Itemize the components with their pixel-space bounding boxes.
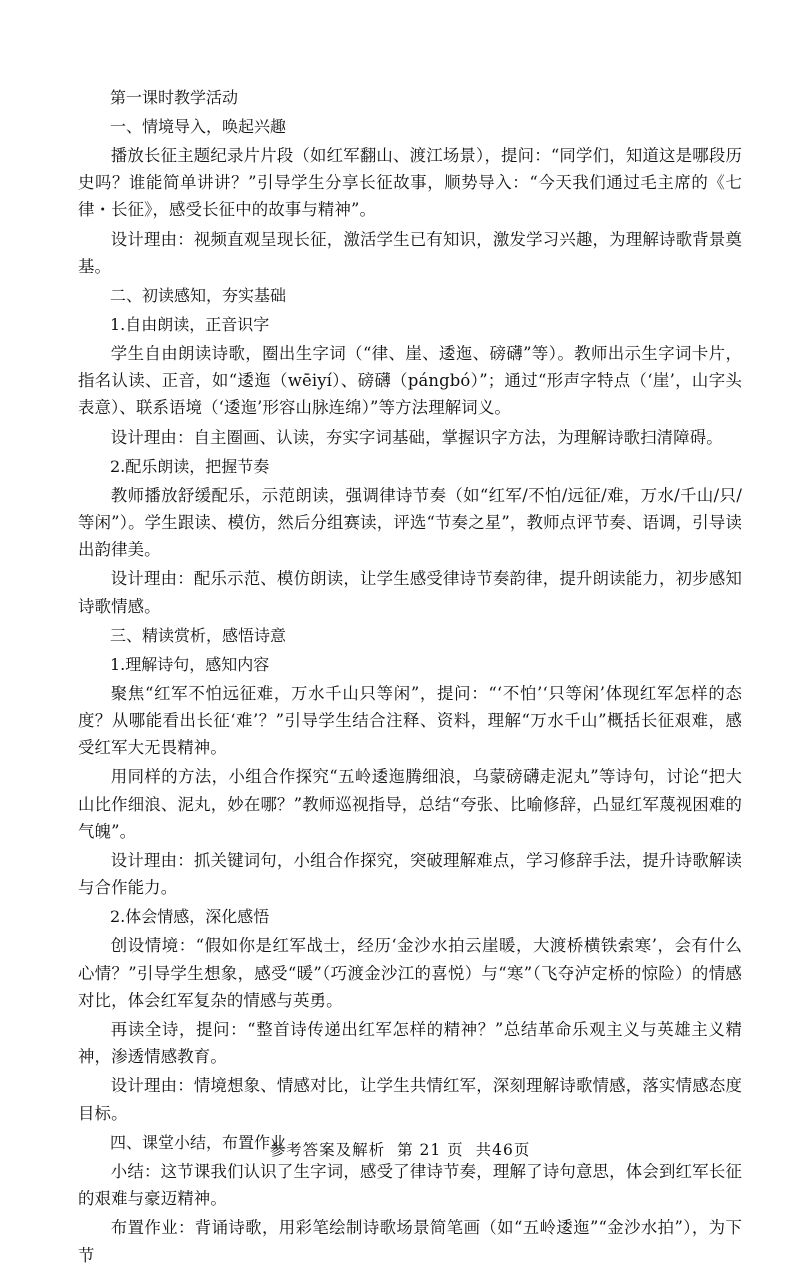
footer-total-pages: 共46页 (475, 1141, 531, 1159)
subsection-heading: 1.理解诗句，感知内容 (110, 654, 270, 674)
page-footer (0, 1138, 800, 1160)
paragraph: 创设情境：“假如你是红军战士，经历‘金沙水拍云崖暖，大渡桥横铁索寒’，会有什么心情？”引导学生想象，感受“暖”（巧渡金沙江的喜悦）与“寒”（飞夺泸定桥的惊险）的情感对比，体会红军复杂的情感与英勇。 (78, 936, 742, 1010)
subsection-heading: 1.自由朗读，正音识字 (110, 315, 270, 335)
paragraph: 再读全诗，提问：“整首诗传递出红军怎样的精神？”总结革命乐观主义与英雄主义精神，渗透情感教育。 (78, 1020, 742, 1067)
design-reason-paragraph: 设计理由：自主圈画、认读，夯实字词基础，掌握识字方法，为理解诗歌扫清障碍。 (110, 427, 723, 447)
footer-page-number: 第 21 页 (397, 1141, 464, 1159)
paragraph: 小结：这节课我们认识了生字词，感受了律诗节奏，理解了诗句意思，体会到红军长征的艰难与豪迈精神。 (78, 1161, 742, 1209)
subsection-heading: 2.配乐朗读，把握节奏 (110, 456, 270, 476)
design-reason-paragraph: 设计理由：抓关键词句，小组合作探究，突破理解难点，学习修辞手法，提升诗歌解读与合作能力。 (78, 851, 742, 898)
subsection-heading: 2.体会情感，深化感悟 (110, 907, 270, 927)
paragraph: 布置作业：背诵诗歌，用彩笔绘制诗歌场景简笔画（如“五岭逶迤”“金沙水拍”），为下节 (78, 1218, 742, 1265)
paragraph: 用同样的方法，小组合作探究“五岭逶迤腾细浪，乌蒙磅礴走泥丸”等诗句，讨论“把大山比作细浪、泥丸，妙在哪？”教师巡视指导，总结“夸张、比喻修辞，凸显红军蔑视困难的气魄”。 (78, 767, 742, 841)
page-content (78, 84, 742, 1271)
design-reason-paragraph: 设计理由：情境想象、情感对比，让学生共情红军，深刻理解诗歌情感，落实情感态度目标。 (78, 1076, 742, 1123)
section-heading-2: 二、初读感知，夯实基础 (110, 286, 287, 306)
paragraph: 聚焦“红军不怕远征难，万水千山只等闲”，提问：“‘不怕’‘只等闲’体现红军怎样的态度？从哪能看出长征‘难’？”引导学生结合注释、资料，理解“万水千山”概括长征艰难，感受红军大无畏精神。 (78, 683, 742, 758)
paragraph: 学生自由朗读诗歌，圈出生字词（“律、崖、逶迤、磅礴”等）。教师出示生字词卡片，指名认读、正音，如“逶迤（wēiyí）、磅礴（pángbó）”；通过“形声字特点（‘崖’，山字头表意）、联系语境（‘逶迤’形容山脉连绵）”等方法理解词义。 (78, 344, 742, 418)
design-reason-paragraph: 设计理由：配乐示范、模仿朗读，让学生感受律诗节奏韵律，提升朗读能力，初步感知诗歌情感。 (78, 569, 742, 616)
section-heading-3: 三、精读赏析，感悟诗意 (110, 625, 287, 645)
paragraph: 教师播放舒缓配乐，示范朗读，强调律诗节奏（如“红军/不怕/远征/难，万水/千山/只/等闲”）。学生跟读、模仿，然后分组赛读，评选“节奏之星”，教师点评节奏、语调，引导读出韵律美。 (78, 485, 742, 560)
paragraph: 播放长征主题纪录片片段（如红军翻山、渡江场景），提问：“同学们，知道这是哪段历史吗？谁能简单讲讲？”引导学生分享长征故事，顺势导入：“今天我们通过毛主席的《七律・长征》，感受长征中的故事与精神”。 (78, 146, 742, 220)
section-heading-4: 四、课堂小结，布置作业 (110, 1132, 287, 1152)
lesson-title: 第一课时教学活动 (110, 88, 239, 107)
design-reason-paragraph: 设计理由：视频直观呈现长征，激活学生已有知识，激发学习兴趣，为理解诗歌背景奠基。 (78, 229, 742, 276)
section-heading-1: 一、情境导入，唤起兴趣 (110, 117, 287, 136)
footer-title: 参考答案及解析 (269, 1141, 386, 1159)
